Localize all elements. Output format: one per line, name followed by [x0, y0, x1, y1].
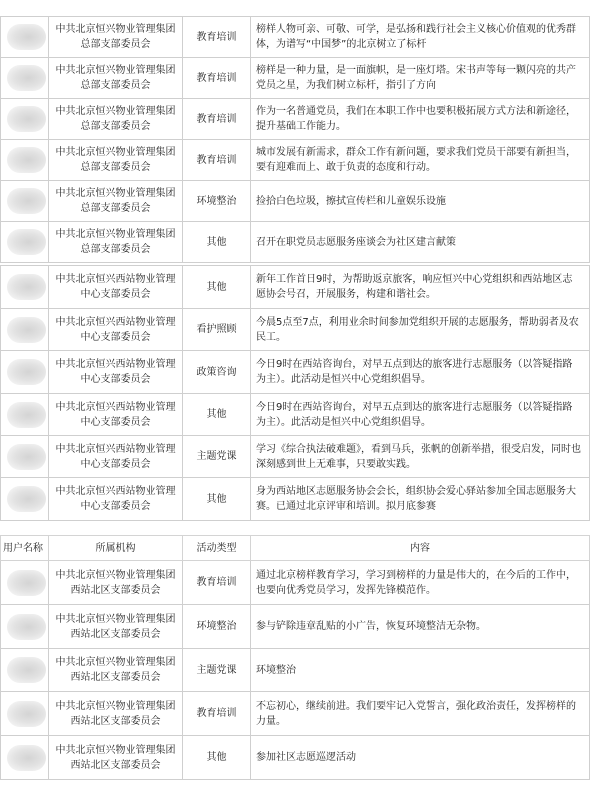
org-name: 中共北京恒兴物业管理集团 总部支部委员会	[55, 24, 176, 50]
content-cell	[251, 99, 590, 140]
activity-table-headquarters	[0, 16, 590, 263]
org-cell	[49, 99, 183, 140]
table-row	[1, 436, 590, 478]
content-cell	[251, 222, 590, 263]
type-cell	[183, 140, 251, 181]
user-avatar-blurred	[1, 58, 49, 99]
content-cell	[251, 736, 590, 780]
org-cell	[49, 266, 183, 309]
table-row	[1, 736, 590, 780]
org-cell	[49, 222, 183, 263]
user-avatar-blurred	[1, 17, 49, 58]
activity-table-west-station	[0, 265, 590, 521]
header-content: 内容	[251, 536, 590, 561]
activity-type: 环境整治	[196, 195, 237, 207]
content-cell	[251, 351, 590, 394]
org-name: 中共北京恒兴物业管理集团 总部支部委员会	[55, 147, 176, 173]
org-name: 中共北京恒兴西站物业管理 中心支部委员会	[55, 401, 176, 428]
org-cell	[49, 58, 183, 99]
org-name: 中共北京恒兴西站物业管理 中心支部委员会	[55, 443, 176, 470]
activity-type: 其他	[206, 409, 227, 420]
type-cell	[183, 605, 251, 649]
activity-content: 参加社区志愿巡逻活动	[256, 752, 356, 763]
activity-content: 城市发展有新需求，群众工作有新问题，要求我们党员干部要有新担当，要有迎难而上、敢于负责的态度和行动。	[256, 147, 576, 173]
org-cell	[49, 140, 183, 181]
org-cell	[49, 351, 183, 394]
org-name: 中共北京恒兴物业管理集团 西站北区支部委员会	[55, 700, 176, 727]
activity-content: 今晨5点至7点，利用业余时间参加党组织开展的志愿服务，帮助弱者及农民工。	[256, 316, 579, 343]
org-name: 中共北京恒兴西站物业管理 中心支部委员会	[55, 359, 176, 385]
activity-content: 榜样是一种力量，是一面旗帜，是一座灯塔。宋书声等每一颗闪亮的共产党员之星，为我们树立标杆，指引了方向	[256, 65, 576, 91]
table-header-row	[1, 536, 590, 561]
type-cell	[183, 266, 251, 309]
org-name: 中共北京恒兴西站物业管理 中心支部委员会	[55, 274, 176, 300]
table-row	[1, 478, 590, 521]
type-cell	[183, 736, 251, 780]
org-cell	[49, 181, 183, 222]
activity-type: 其他	[206, 236, 227, 248]
type-cell	[183, 309, 251, 351]
header-user: 用户名称	[1, 536, 49, 561]
org-name: 中共北京恒兴西站物业管理 中心支部委员会	[55, 486, 176, 512]
table-row	[1, 58, 590, 99]
activity-type: 环境整治	[196, 621, 237, 632]
org-name: 中共北京恒兴物业管理集团 西站北区支部委员会	[55, 569, 176, 596]
org-cell	[49, 649, 183, 692]
table-row	[1, 394, 590, 436]
activity-type: 教育培训	[196, 154, 237, 166]
user-avatar-blurred	[1, 309, 49, 351]
content-cell	[251, 266, 590, 309]
type-cell	[183, 649, 251, 692]
user-avatar-blurred	[1, 692, 49, 736]
content-cell	[251, 394, 590, 436]
org-cell	[49, 17, 183, 58]
activity-type: 教育培训	[196, 113, 237, 125]
content-cell	[251, 140, 590, 181]
user-avatar-blurred	[1, 351, 49, 394]
table-row	[1, 351, 590, 394]
user-avatar-blurred	[1, 99, 49, 140]
type-cell	[183, 478, 251, 521]
header-org: 所属机构	[49, 536, 183, 561]
org-name: 中共北京恒兴物业管理集团 西站北区支部委员会	[55, 744, 176, 771]
content-cell	[251, 649, 590, 692]
header-type: 活动类型	[183, 536, 251, 561]
type-cell	[183, 58, 251, 99]
user-avatar-blurred	[1, 140, 49, 181]
org-name: 中共北京恒兴物业管理集团 总部支部委员会	[55, 106, 176, 132]
user-avatar-blurred	[1, 266, 49, 309]
table-row	[1, 605, 590, 649]
user-avatar-blurred	[1, 222, 49, 263]
org-cell	[49, 436, 183, 478]
org-name: 中共北京恒兴物业管理集团 总部支部委员会	[55, 229, 176, 255]
table-row	[1, 649, 590, 692]
type-cell	[183, 436, 251, 478]
table-row	[1, 140, 590, 181]
table-row	[1, 266, 590, 309]
table-row	[1, 99, 590, 140]
activity-type: 其他	[206, 281, 227, 293]
table-row	[1, 309, 590, 351]
activity-type: 教育培训	[196, 708, 237, 719]
org-cell	[49, 605, 183, 649]
type-cell	[183, 222, 251, 263]
type-cell	[183, 99, 251, 140]
activity-content: 身为西站地区志愿服务协会会长，组织协会爱心驿站参加全国志愿服务大赛。已通过北京评审和培训。拟月底参赛	[256, 486, 576, 512]
activity-type: 主题党课	[196, 451, 237, 462]
content-cell	[251, 605, 590, 649]
content-cell	[251, 436, 590, 478]
org-cell	[49, 394, 183, 436]
org-name: 中共北京恒兴物业管理集团 总部支部委员会	[55, 188, 176, 214]
activity-type: 主题党课	[196, 664, 237, 676]
org-cell	[49, 561, 183, 605]
activity-content: 今日9时在西站咨询台，对早五点到达的旅客进行志愿服务（以答疑指路为主）。此活动是恒兴中心党组织倡导。	[256, 401, 573, 428]
content-cell	[251, 309, 590, 351]
activity-type: 教育培训	[196, 577, 237, 588]
activity-content: 参与铲除违章乱贴的小广告，恢复环境整洁无杂物。	[256, 621, 486, 632]
activity-content: 捡拾白色垃圾，擦拭宣传栏和儿童娱乐设施	[256, 195, 446, 207]
user-avatar-blurred	[1, 394, 49, 436]
org-cell	[49, 478, 183, 521]
table-row	[1, 222, 590, 263]
content-cell	[251, 478, 590, 521]
type-cell	[183, 181, 251, 222]
org-name: 中共北京恒兴物业管理集团 西站北区支部委员会	[55, 657, 176, 683]
org-name: 中共北京恒兴西站物业管理 中心支部委员会	[55, 316, 176, 343]
activity-type: 其他	[206, 493, 227, 505]
table-row	[1, 692, 590, 736]
user-avatar-blurred	[1, 605, 49, 649]
type-cell	[183, 692, 251, 736]
content-cell	[251, 58, 590, 99]
content-cell	[251, 17, 590, 58]
activity-content: 今日9时在西站咨询台，对早五点到达的旅客进行志愿服务（以答疑指路为主）。此活动是恒兴中心党组织倡导。	[256, 359, 573, 385]
table-row	[1, 17, 590, 58]
activity-content: 环境整治	[256, 664, 296, 676]
activity-type: 看护照顾	[196, 324, 237, 335]
content-cell	[251, 561, 590, 605]
activity-content: 榜样人物可亲、可敬、可学，是弘扬和践行社会主义核心价值观的优秀群体，为谱写“中国梦”的北京树立了标杆	[256, 24, 576, 50]
user-avatar-blurred	[1, 649, 49, 692]
user-avatar-blurred	[1, 478, 49, 521]
type-cell	[183, 561, 251, 605]
user-avatar-blurred	[1, 736, 49, 780]
type-cell	[183, 17, 251, 58]
activity-type: 教育培训	[196, 72, 237, 84]
user-avatar-blurred	[1, 436, 49, 478]
activity-content: 作为一名普通党员，我们在本职工作中也要积极拓展方式方法和新途径，提升基础工作能力。	[256, 106, 576, 132]
table-row	[1, 561, 590, 605]
activity-type: 政策咨询	[196, 366, 237, 378]
user-avatar-blurred	[1, 561, 49, 605]
user-avatar-blurred	[1, 181, 49, 222]
org-cell	[49, 309, 183, 351]
activity-table-west-north	[0, 535, 590, 780]
org-name: 中共北京恒兴物业管理集团 西站北区支部委员会	[55, 613, 176, 640]
activity-content: 学习《综合执法破难题》，看到马兵，张帆的创新举措，很受启发，同时也深刻感到世上无难事，只要敢实践。	[256, 443, 581, 470]
type-cell	[183, 351, 251, 394]
activity-content: 召开在职党员志愿服务座谈会为社区建言献策	[256, 236, 456, 248]
activity-type: 其他	[206, 752, 227, 763]
activity-content: 通过北京榜样教育学习，学习到榜样的力量是伟大的，在今后的工作中，也要向优秀党员学习，发挥先锋模范作。	[256, 569, 576, 596]
activity-content: 不忘初心，继续前进。我们要牢记入党誓言，强化政治责任，发挥榜样的力量。	[256, 700, 576, 727]
content-cell	[251, 692, 590, 736]
org-cell	[49, 736, 183, 780]
activity-content: 新年工作首日9时，为帮助返京旅客，响应恒兴中心党组织和西站地区志愿协会号召，开展服务，构建和谐社会。	[256, 274, 573, 300]
org-cell	[49, 692, 183, 736]
activity-type: 教育培训	[196, 31, 237, 43]
table-row	[1, 181, 590, 222]
type-cell	[183, 394, 251, 436]
content-cell	[251, 181, 590, 222]
org-name: 中共北京恒兴物业管理集团 总部支部委员会	[55, 65, 176, 91]
